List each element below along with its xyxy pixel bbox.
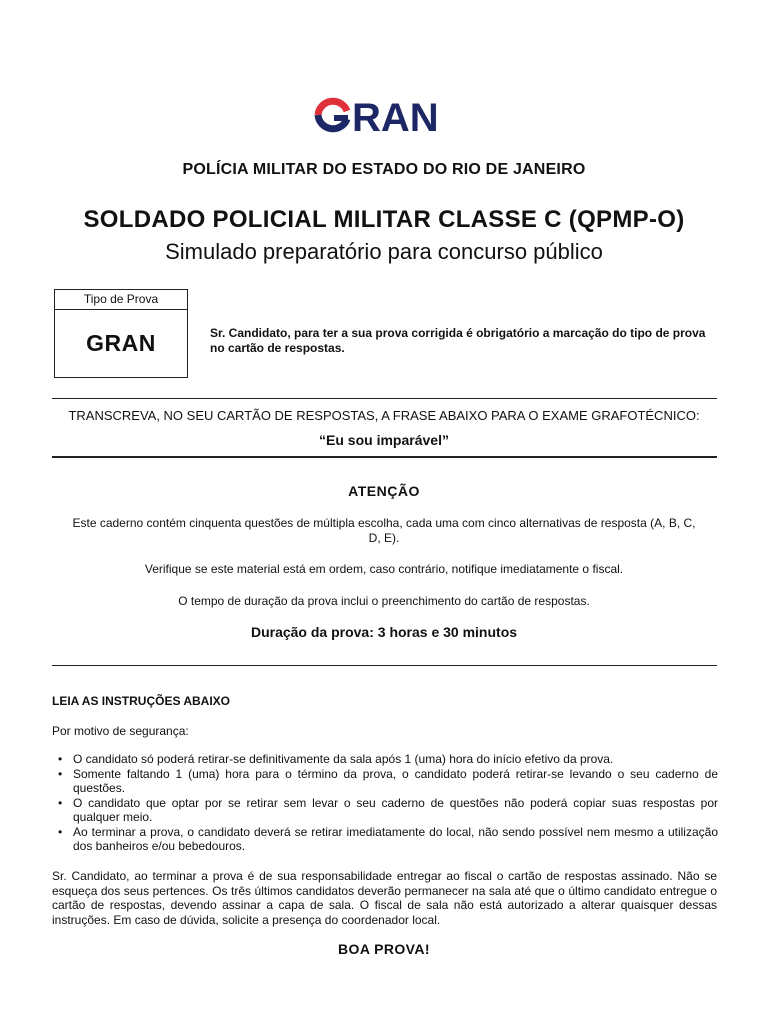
transcription-phrase: “Eu sou imparável” — [319, 432, 449, 448]
logo-text: RAN — [352, 96, 439, 135]
instruction-item: • Ao terminar a prova, o candidato deverá se retirar imediatamente do local, não sendo possível nem mesmo a utilização dos banheiros e/ou bebedouros. — [56, 825, 718, 854]
instructions-intro: Por motivo de segurança: — [52, 724, 189, 738]
farewell-text: BOA PROVA! — [338, 941, 430, 957]
exam-duration: Duração da prova: 3 horas e 30 minutos — [250, 624, 518, 640]
instructions-list — [56, 752, 718, 854]
exam-type-value: GRAN — [86, 330, 156, 356]
exam-title: SOLDADO POLICIAL MILITAR CLASSE C (QPMP-O) — [83, 206, 685, 233]
attention-paragraph: Verifique se este material está em ordem, caso contrário, notifique imediatamente o fiscal. — [144, 562, 624, 576]
divider — [52, 665, 717, 666]
exam-subtitle: Simulado preparatório para concurso público — [165, 239, 603, 264]
logo-arc-red — [318, 101, 347, 115]
exam-type-label: Tipo de Prova — [55, 290, 187, 310]
gran-logo-mark — [313, 95, 455, 135]
transcription-instruction: TRANSCREVA, NO SEU CARTÃO DE RESPOSTAS, A FRASE ABAIXO PARA O EXAME GRAFOTÉCNICO: — [68, 408, 700, 423]
instruction-item: • O candidato que optar por se retirar sem levar o seu caderno de questões não poderá copiar suas respostas por qualquer meio. — [56, 796, 718, 825]
gran-logo — [0, 95, 768, 139]
exam-type-box — [54, 289, 188, 378]
instruction-item: • O candidato só poderá retirar-se definitivamente da sala após 1 (uma) hora do início efetivo da prova. — [56, 752, 718, 767]
closing-paragraph: Sr. Candidato, ao terminar a prova é de sua responsabilidade entregar ao fiscal o cartão de respostas assinado. Não se esqueça dos seus pertences. Os três últimos candidatos deverão permanecer na sala até que o último candidato entregue o cartão de respostas, devendo assinar a capa de sala. O fiscal de sala não está autorizado a alterar quaisquer dessas instruções. Em caso de dúvida, solicite a presença do coordenador local. — [52, 869, 717, 927]
attention-title: ATENÇÃO — [348, 483, 420, 499]
instructions-title: LEIA AS INSTRUÇÕES ABAIXO — [52, 694, 231, 708]
attention-paragraph: Este caderno contém cinquenta questões de múltipla escolha, cada uma com cinco alternativas de resposta (A, B, C, D, E). — [72, 516, 696, 545]
logo-g-bar — [334, 115, 348, 121]
organization-name: POLÍCIA MILITAR DO ESTADO DO RIO DE JANEIRO — [182, 161, 586, 178]
divider — [52, 456, 717, 458]
instruction-item: • Somente faltando 1 (uma) hora para o término da prova, o candidato poderá retirar-se levando o seu caderno de questões. — [56, 767, 718, 796]
attention-paragraph: O tempo de duração da prova inclui o preenchimento do cartão de respostas. — [178, 594, 590, 608]
exam-type-note: Sr. Candidato, para ter a sua prova corrigida é obrigatório a marcação do tipo de prova no cartão de respostas. — [210, 326, 706, 355]
divider — [52, 398, 717, 399]
